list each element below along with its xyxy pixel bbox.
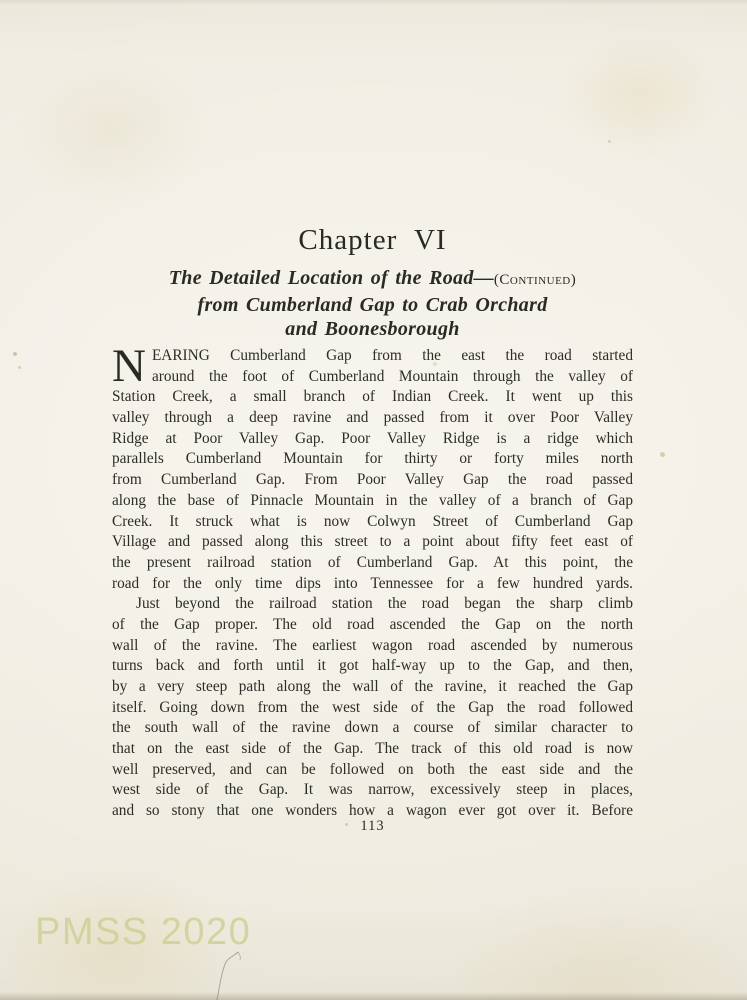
text-line: wall of the ravine. The earliest wagon road ascended by numerous	[112, 636, 633, 654]
foxing-spot	[660, 452, 665, 457]
text-line: Creek. It struck what is now Colwyn Street of Cumberland Gap	[112, 512, 633, 530]
text-line: the present railroad station of Cumberland Gap. At this point, the	[112, 553, 633, 571]
foxing-spot	[345, 823, 348, 826]
text-line: along the base of Pinnacle Mountain in the valley of a branch of Gap	[112, 491, 633, 509]
text-line: of the Gap proper. The old road ascended the Gap on the north	[112, 615, 633, 633]
text-line: valley through a deep ravine and passed from it over Poor Valley	[112, 409, 633, 427]
text-line: the south wall of the ravine down a course of similar character to	[112, 719, 633, 737]
subtitle-main-text: The Detailed Location of the Road—	[168, 267, 494, 289]
text-line: Station Creek, a small branch of Indian Creek. It went up this	[112, 388, 633, 406]
text-line: itself. Going down from the west side of the Gap the road followed	[112, 698, 633, 716]
subtitle-line-2: from Cumberland Gap to Crab Orchard	[197, 293, 548, 316]
text-line: west side of the Gap. It was narrow, excessively steep in places,	[112, 781, 633, 799]
text-line: Ridge at Poor Valley Gap. Poor Valley Ridge is a ridge which	[112, 429, 633, 447]
text-line: around the foot of Cumberland Mountain through the valley of	[151, 367, 633, 385]
text-line: road for the only time dips into Tennessee for a few hundred yards.	[112, 574, 633, 592]
text-line: turns back and forth until it got half-way up to the Gap, and then,	[112, 657, 633, 675]
text-line: parallels Cumberland Mountain for thirty or forty miles north	[112, 450, 633, 468]
watermark: PMSS 2020	[35, 911, 252, 953]
text-line: Village and passed along this street to a point about fifty feet east of	[112, 533, 633, 551]
foxing-spot	[608, 140, 611, 143]
text-line: Just beyond the railroad station the road began the sharp climb	[136, 595, 633, 613]
foxing-spot	[433, 362, 437, 366]
foxing-spot	[13, 352, 17, 356]
text-line: EARING Cumberland Gap from the east the road started	[151, 347, 633, 364]
subtitle-line-3: and Boonesborough	[285, 318, 460, 340]
text-line: well preserved, and can be followed on both the east side and the	[112, 760, 633, 778]
text-line: from Cumberland Gap. From Poor Valley Gap the road passed	[112, 471, 633, 489]
body-text	[112, 340, 633, 822]
paragraph-2-lines	[112, 594, 633, 822]
paragraph-1-lines	[112, 340, 633, 594]
chapter-subtitle	[92, 266, 653, 342]
subtitle-continued-text: (Continued)	[493, 272, 577, 288]
foxing-spot	[18, 366, 21, 369]
scan-edge-shadow-bottom	[0, 992, 747, 1000]
paragraph-2	[112, 594, 633, 822]
text-line: by a very steep path along the wall of the ravine, it reached the Gap	[112, 678, 633, 695]
text-line: that on the east side of the Gap. The track of this old road is now	[112, 740, 633, 758]
drop-cap: N	[112, 340, 146, 392]
paragraph-1	[112, 340, 633, 594]
text-line: and so stony that one wonders how a wagon ever got over it. Before	[112, 802, 633, 820]
chapter-heading: Chapter VI	[298, 224, 447, 256]
scan-edge-shadow-top	[0, 0, 747, 5]
subtitle-line-1	[92, 266, 653, 293]
page-number: 113	[360, 818, 385, 834]
